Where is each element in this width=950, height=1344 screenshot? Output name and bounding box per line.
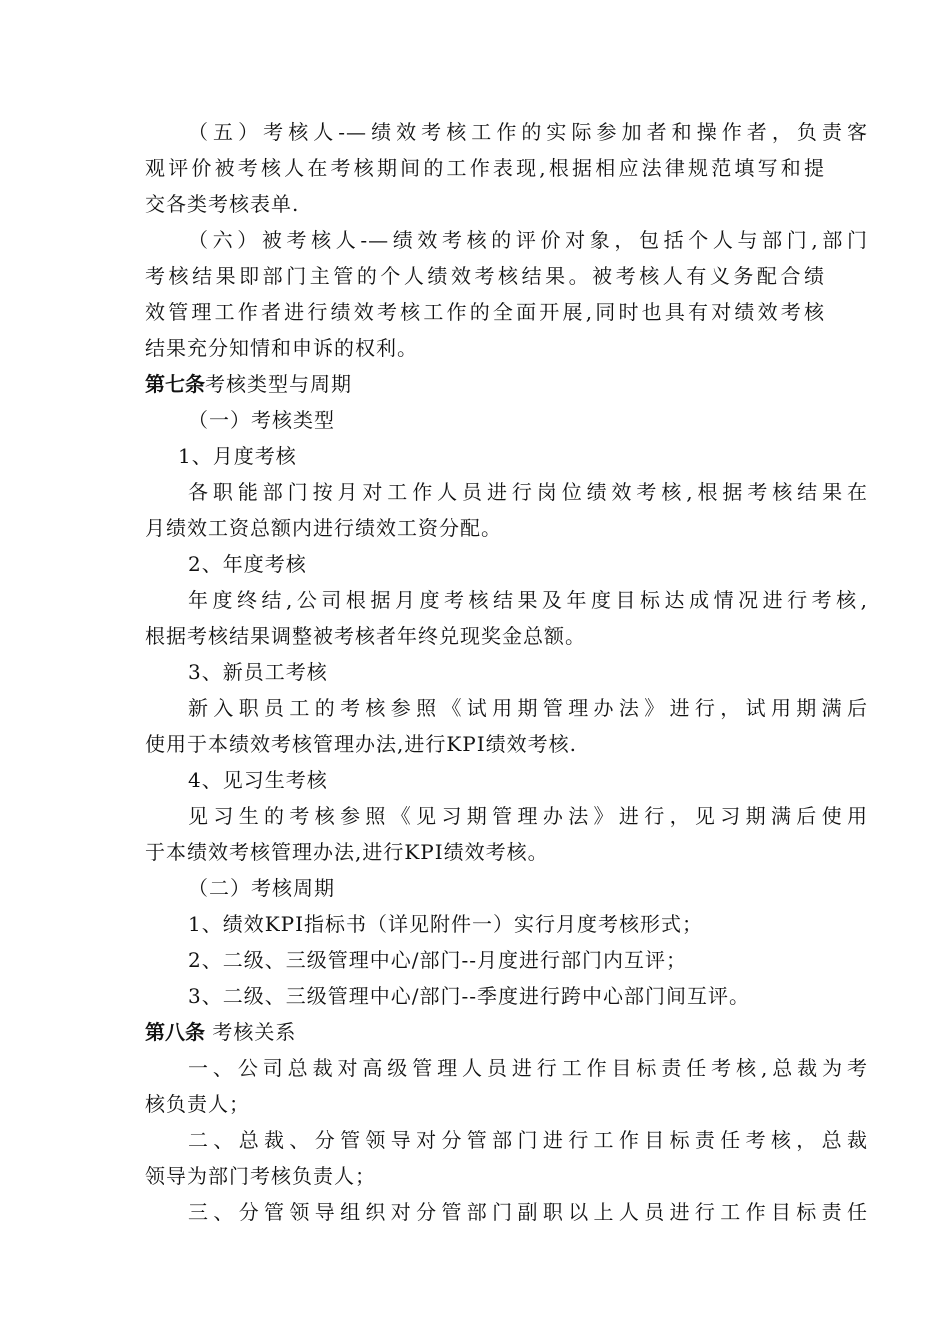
- list-item: 2、二级、三级管理中心/部门--月度进行部门内互评；: [188, 948, 687, 972]
- article-heading: [145, 1018, 825, 1046]
- paragraph-line: 考核结果即部门主管的个人绩效考核结果。被考核人有义务配合绩: [145, 264, 825, 288]
- section-heading: （一）考核类型: [188, 408, 335, 432]
- list-item-heading: 1、月度考核: [178, 444, 297, 468]
- paragraph-line: 结果充分知情和申诉的权利。: [145, 336, 418, 360]
- paragraph-line: 交各类考核表单.: [145, 192, 300, 216]
- paragraph-line: （五）考核人-—绩效考核工作的实际参加者和操作者，负责客: [188, 120, 868, 144]
- list-item-heading: 2、年度考核: [188, 552, 307, 576]
- article-heading: [145, 370, 825, 398]
- paragraph-line: 各职能部门按月对工作人员进行岗位绩效考核,根据考核结果在: [188, 480, 868, 504]
- list-item-heading: 3、新员工考核: [188, 660, 328, 684]
- paragraph-line: 观评价被考核人在考核期间的工作表现,根据相应法律规范填写和提: [145, 156, 825, 180]
- paragraph-line: 根据考核结果调整被考核者年终兑现奖金总额。: [145, 624, 586, 648]
- paragraph-line: 月绩效工资总额内进行绩效工资分配。: [145, 516, 502, 540]
- paragraph-line: （六）被考核人-—绩效考核的评价对象，包括个人与部门,部门: [188, 228, 868, 252]
- article-title: 考核类型与周期: [205, 372, 352, 396]
- paragraph-line: 领导为部门考核负责人；: [145, 1164, 376, 1188]
- list-item: 3、二级、三级管理中心/部门--季度进行跨中心部门间互评。: [188, 984, 750, 1008]
- paragraph-line: 一、公司总裁对高级管理人员进行工作目标责任考核,总裁为考: [188, 1056, 868, 1080]
- paragraph-line: 核负责人；: [145, 1092, 250, 1116]
- article-number: 第八条: [145, 1020, 205, 1044]
- paragraph-line: 于本绩效考核管理办法,进行KPI绩效考核。: [145, 840, 549, 864]
- paragraph-line: 二、总裁、分管领导对分管部门进行工作目标责任考核，总裁: [188, 1128, 868, 1152]
- list-item: 1、绩效KPI指标书（详见附件一）实行月度考核形式；: [188, 912, 704, 936]
- paragraph-line: 效管理工作者进行绩效考核工作的全面开展,同时也具有对绩效考核: [145, 300, 825, 324]
- article-title: 考核关系: [205, 1020, 297, 1044]
- section-heading: （二）考核周期: [188, 876, 335, 900]
- list-item-heading: 4、见习生考核: [188, 768, 328, 792]
- article-number: 第七条: [145, 372, 205, 396]
- paragraph-line: 使用于本绩效考核管理办法,进行KPI绩效考核.: [145, 732, 578, 756]
- paragraph-line: 新入职员工的考核参照《试用期管理办法》进行，试用期满后: [188, 696, 868, 720]
- paragraph-line: 见习生的考核参照《见习期管理办法》进行，见习期满后使用: [188, 804, 868, 828]
- paragraph-line: 三、分管领导组织对分管部门副职以上人员进行工作目标责任: [188, 1200, 868, 1224]
- paragraph-line: 年度终结,公司根据月度考核结果及年度目标达成情况进行考核,: [188, 588, 868, 612]
